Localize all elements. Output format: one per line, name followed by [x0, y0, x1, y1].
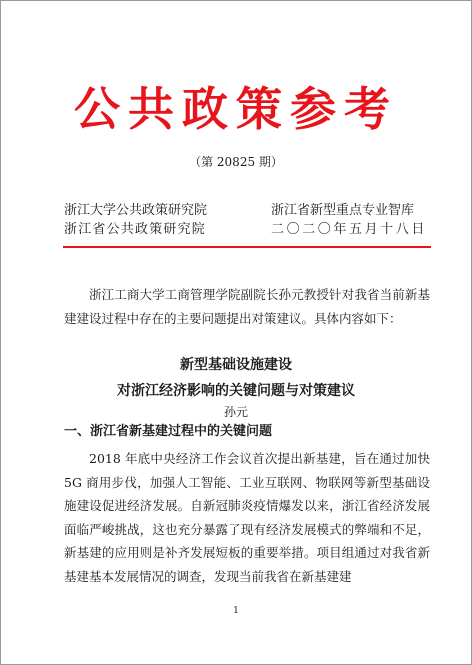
institution-left-1: 浙江大学公共政策研究院 — [64, 203, 208, 218]
issue-number: （第 20825 期） — [189, 155, 283, 169]
masthead-title: 公共政策参考 — [74, 82, 398, 136]
section-body-paragraph: 2018 年底中央经济工作会议首次提出新基建，旨在通过加快 5G 商用步伐，加强人工智能、工业互联网、物联网等新型基础设施建设促进经济发展。自新冠肺炎疫情爆发以来，浙江省经济发展面临严峻挑战，这也充分暴露了现有经济发展模式的弊端和不足，新基建的应用则是补齐发展短板的重要举措。项目组通过对我省新基建基本发展情况的调查，发现当前我省在新基建建 — [64, 451, 430, 584]
institution-right-1: 浙江省新型重点专业智库 — [271, 203, 415, 218]
red-divider — [63, 246, 431, 248]
article-author: 孙元 — [223, 405, 248, 419]
article-title-line-2: 对浙江经济影响的关键问题与对策建议 — [117, 383, 355, 399]
article-title-line-1: 新型基础设施建设 — [180, 357, 292, 373]
publication-date: 二〇二〇年五月十八日 — [271, 222, 428, 237]
page-number: 1 — [233, 606, 239, 616]
institution-left-2: 浙江省公共政策研究院 — [64, 222, 207, 237]
intro-paragraph: 浙江工商大学工商管理学院副院长孙元教授针对我省当前新基建建设过程中存在的主要问题提出对策建议。具体内容如下： — [64, 287, 430, 326]
section-heading: 一、浙江省新基建过程中的关键问题 — [64, 424, 273, 439]
